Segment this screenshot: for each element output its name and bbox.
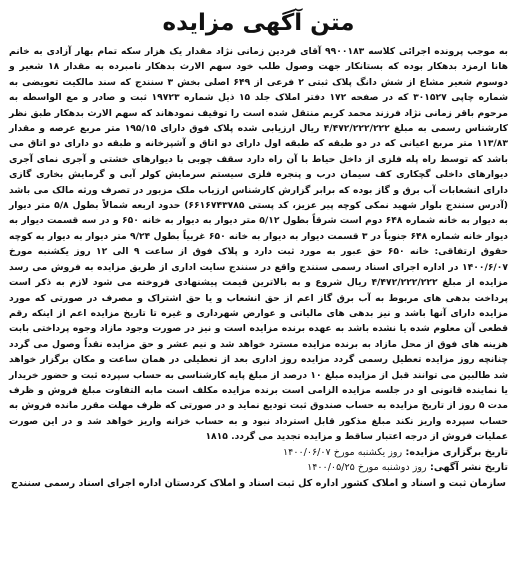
publish-date-value: روز دوشنبه مورخ ۱۴۰۰/۰۵/۲۵ [307, 462, 427, 474]
notice-body: به موجب پرونده اجرائی کلاسه ۹۹۰۰۱۸۳ آقای فردین زمانی نژاد مقدار یک هزار سکه تمام بهار آزادی به خانم هانا ارمزد بدهکار بوده که بستانکار جهت وصول طلب خود سهم الارث بدهکار نامبرده به مقدار ۱۸ شعیر و دوسوم شعیر مشاع از شش دانگ پلاک ثبتی ۲ فرعی از ۶۴۹ اصلی بخش ۳ سنندج که سند مالکیت تعویضی به شماره چاپی ۳۰۱۵۲۷ که در صفحه ۱۷۲ دفتر املاک جلد ۱۵ ذیل شماره ۱۹۷۲۳ ثبت و صادر و مع الواسطه به مرحوم باقر زمانی نژاد فرزند محمد کریم منتقل شده است را توقیف نمودهاند که سهم الارث بدهکار طبق نظر کارشناس رسمی به مبلغ ۴/۴۷۲/۲۲۲/۲۲۲ ریال ارزیابی شده پلاک فوق دارای ۱۹۵/۱۵ متر مربع عرصه و مقدار ۱۱۳/۸۳ متر مربع اعیانی که در دو طبقه که طبقه اول دارای دو اتاق و آشپزخانه و طبقه دو دارای دو اتاق می باشد که توسط راه پله فلزی از داخل حیاط با آن راه دارد سقف چوبی با دیوارهای خشتی و آجری نمای آجری دیوارهای داخلی گچکاری کف سیمان درب و پنجره فلزی سیستم سرمایش کولر آبی و گرمایش بخاری گازی دارای انشعابات آب برق و گاز بوده که برابر گزارش کارشناس ارزیاب ملک مزبور در تصرف ورثه مالک می باشد (آدرس سنندج بلوار شهید نمکی کوچه پیر عزیز، کد پستی ۶۶۱۶۷۴۳۷۸۵) حدود اربعه شمالاً بطول ۵/۸ متر دیوار به دیوار به خانه شماره ۶۴۸ دوم است شرقاً بطول ۵/۱۲ متر دیوار به دیوار به خانه ۶۵۰ و در سه قسمت دیوار به دیوار خانه شماره ۶۴۸ جنوباً در ۳ قسمت دیوار به دیوار به خانه ۶۵۰ غربیاً بطول ۹/۲۴ متر دیوار به دیوار به کوچه حقوق ارتفاقی: خانه ۶۵۰ حق عبور به مورد ثبت دارد و پلاک فوق از ساعت ۹ الی ۱۲ روز یکشنبه مورخ ۱۴۰۰/۶/۰۷ در اداره اجرای اسناد رسمی سنندج واقع در سنندج سایت اداری از طریق مزایده به فروش می رسد مزایده از مبلغ ۴/۴۷۲/۲۲۲/۲۲۲ ریال شروع و به بالاترین قیمت پیشنهادی فروخته می شود لازم به ذکر است پرداخت بدهی های مربوط به آب برق گاز اعم از حق انشعاب و یا حق اشتراک و مصرف در صورتی که مورد مزایده دارای آنها باشد و نیز بدهی های مالیاتی و عوارض شهرداری و غیره تا تاریخ مزایده اعم از اینکه رقم قطعی آن معلوم شده یا نشده باشد به عهده برنده مزایده است و نیز در صورت وجود مازاد وجوه پرداختی بابت هزینه های فوق از محل مازاد به برنده مزایده مسترد خواهد شد و نیم عشر و حق مزایده نقداً وصول می گردد چنانچه روز مزایده تعطیل رسمی گردد مزایده روز اداری بعد از تعطیلی در همان ساعت و مکان برگزار خواهد شد طالبین می توانند قبل از مزایده مبلغ ۱۰ درصد از مبلغ پایه کارشناسی به حساب سپرده ثبت و حضور خریدار یا نماینده قانونی او در جلسه مزایده الزامی است برنده مزایده مکلف است مابه التفاوت مبلغ فروش و ظرف مدت ۵ روز از تاریخ مزایده به حساب صندوق ثبت تودیع نماید و در صورتی که ظرف مهلت مقرر مانده فروش به حساب سپرده واریز نکند مبلغ مذکور قابل استرداد نبود و به حساب خزانه واریز خواهد شد و در این صورت عملیات فروش از درجه اعتبار ساقط و مزایده تجدید می گردد. ۱۸۱۵ [9, 46, 509, 443]
publish-date-line [9, 460, 508, 476]
auction-date-label: تاریخ برگزاری مزایده: [405, 446, 508, 458]
notice-title: متن آگهی مزایده [162, 10, 355, 36]
auction-date-value: روز یکشنبه مورخ ۱۴۰۰/۰۶/۰۷ [283, 446, 403, 458]
publish-date-label: تاریخ نشر آگهی: [429, 462, 508, 474]
auction-date-line [9, 445, 508, 461]
issuing-organization: سازمان ثبت و اسناد و املاک کشور اداره کل ثبت اسناد و املاک کردستان اداره اجرای اسناد رسمی سنندج [11, 477, 506, 489]
